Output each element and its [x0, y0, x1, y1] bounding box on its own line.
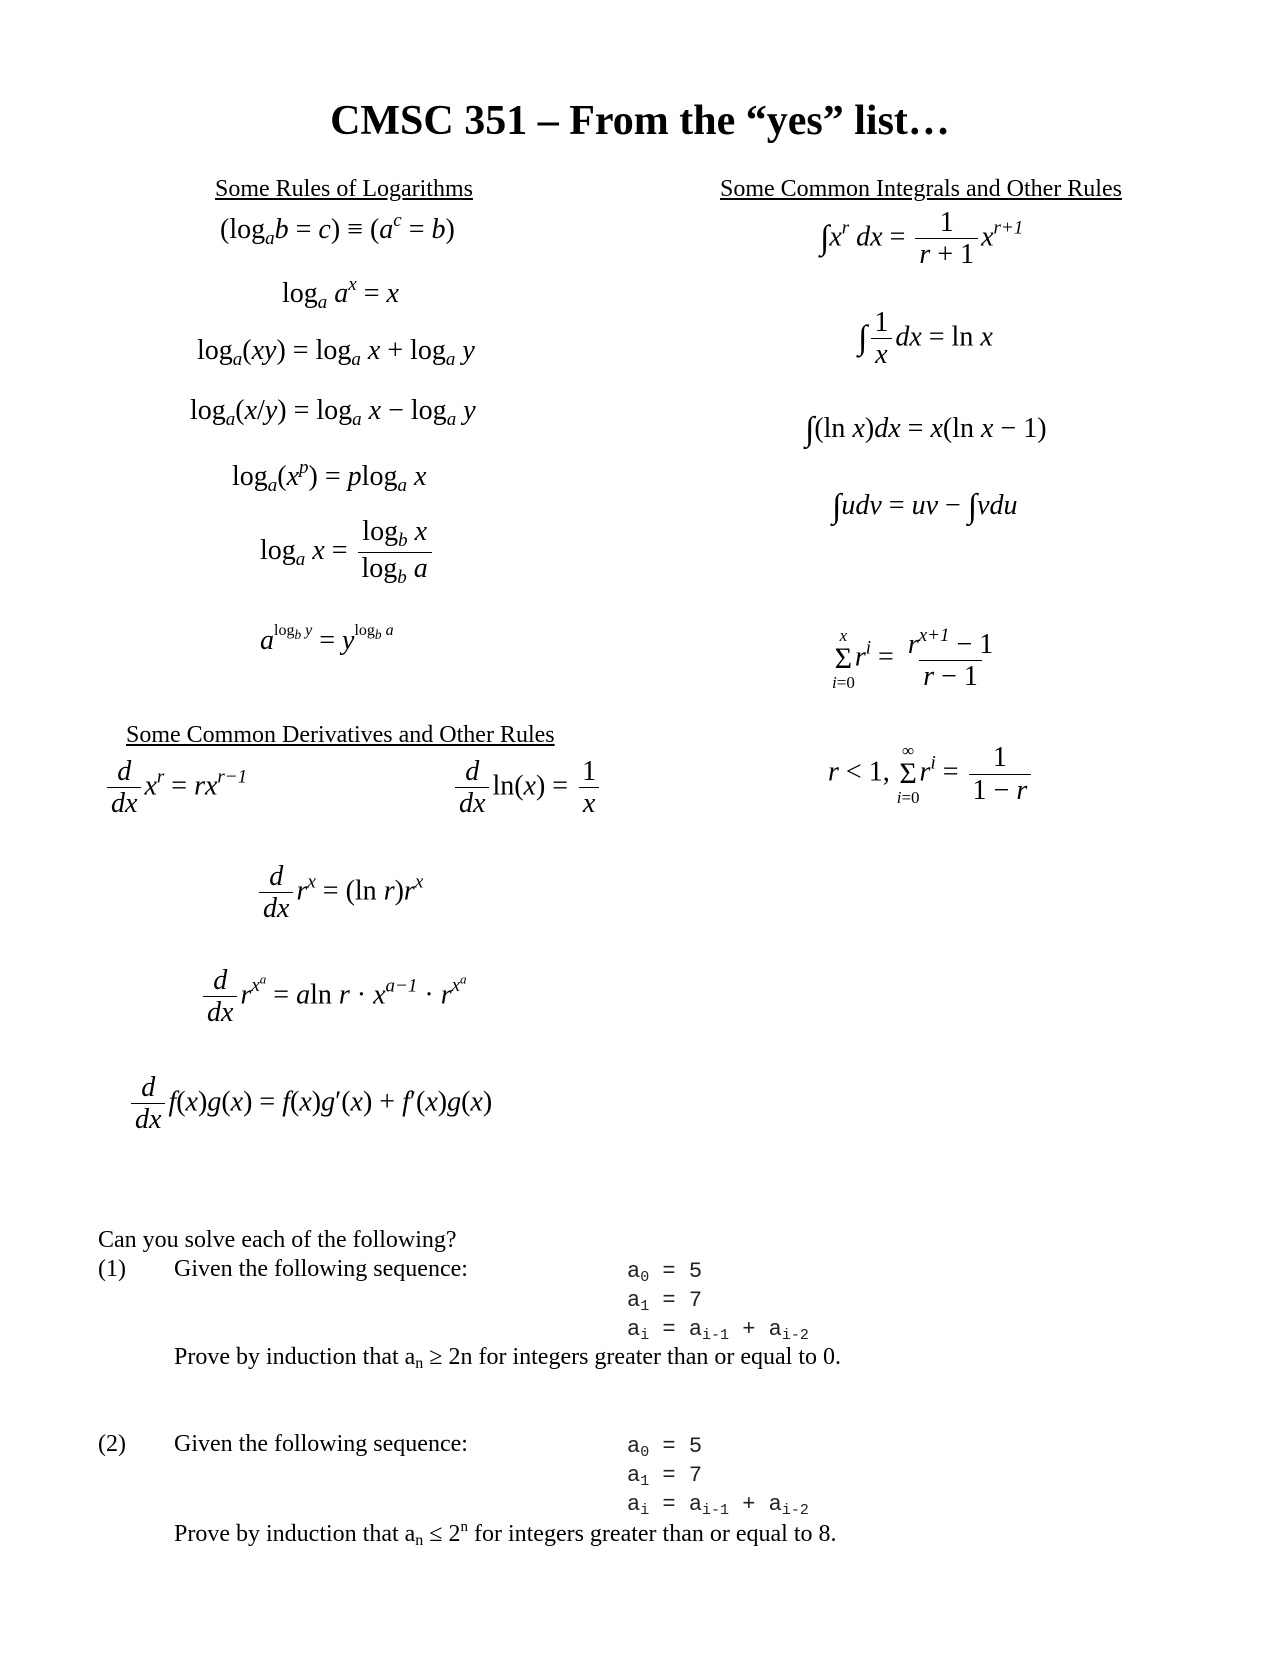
- derivative-exponential: $\frac{d}{dx}$ $r^x = (\ln$ $r)r^x$: [256, 862, 423, 924]
- log-rule-definition: $(\log_ab = c) \equiv (a^c = b)$: [220, 210, 455, 249]
- log-rule-quotient: $\log_a(x/y) = \log_a x - \log_a y$: [190, 395, 476, 430]
- heading-integrals: Some Common Integrals and Other Rules: [720, 176, 1122, 202]
- question-2-seq-recurrence: ai = ai-1 + ai-2: [627, 1492, 809, 1519]
- question-2-seq-a1: a1 = 7: [627, 1463, 703, 1490]
- derivative-product-rule: $\frac{d}{dx}$ f(x)g(x) = f(x)g′(x) + f′(x)g(x): [128, 1073, 492, 1135]
- log-rule-product: $\log_a(xy) = \log_a x + \log_a y$: [197, 335, 475, 370]
- geometric-sum-finite: x Σ i=0 $r^i$ = $\frac{r^{x+1} - 1}{r - 1}$: [832, 625, 994, 693]
- log-rule-change-of-base: $\log_a x$ = $\frac{\log_b x}{\log_b a}$: [260, 517, 435, 588]
- integration-by-parts: ∫udv = uv − ∫vdu: [832, 488, 1018, 525]
- question-2-prove: Prove by induction that an ≤ $2^n$ for integers greater than or equal to 8.: [174, 1519, 837, 1549]
- geometric-sum-infinite: r < 1, ∞ Σ i=0 $r^i$ = $\frac{1}{1 - r}$: [828, 742, 1034, 806]
- question-2-given: Given the following sequence:: [174, 1431, 468, 1457]
- question-1-prove: Prove by induction that an ≥ 2n for integers greater than or equal to 0.: [174, 1344, 841, 1372]
- question-2-seq-a0: a0 = 5: [627, 1434, 703, 1461]
- derivative-power-exponential: $\frac{d}{dx}$ $r^{x^a} = aln$ $r \cdot x^{a-1} \cdot r^{x^a}$: [200, 966, 467, 1028]
- question-1-seq-recurrence: ai = ai-1 + ai-2: [627, 1317, 809, 1344]
- page-title: CMSC 351 – From the “yes” list…: [330, 98, 950, 144]
- derivative-natural-log: $\frac{d}{dx}$ ln(x) = $\frac{1}{x}$: [452, 757, 603, 819]
- question-1-seq-a1: a1 = 7: [627, 1288, 703, 1315]
- questions-intro: Can you solve each of the following?: [98, 1227, 457, 1253]
- question-1-number: (1): [98, 1256, 126, 1282]
- question-1-a0-value: 5: [688, 1259, 703, 1284]
- integral-reciprocal: ∫ $\frac{1}{x}$ dx = ln x: [858, 307, 993, 371]
- heading-derivatives: Some Common Derivatives and Other Rules: [126, 722, 555, 748]
- question-1-seq-a0: a0 = 5: [627, 1259, 703, 1286]
- derivative-power-rule: $\frac{d}{dx}$ $x^r = rx^{r-1}$: [104, 757, 247, 819]
- integral-power-rule: $\int x^r$ dx = $\frac{1}{r + 1}$ $x^{r+1}$: [820, 207, 1024, 271]
- log-rule-power: $\log_a(x^p) = plog_a$ x: [232, 457, 427, 496]
- question-2-a0-value: 5: [688, 1434, 703, 1459]
- question-2-number: (2): [98, 1431, 126, 1457]
- question-1-a1-value: 7: [688, 1288, 703, 1313]
- log-rule-exponent-swap: $a^{log_b y} = y^{log_b a}$: [260, 622, 394, 656]
- log-rule-inverse: $\log_a a^x = x$: [282, 274, 399, 313]
- question-1-given: Given the following sequence:: [174, 1256, 468, 1282]
- heading-logarithms: Some Rules of Logarithms: [215, 176, 473, 202]
- integral-natural-log: ∫(ln x)dx = x(ln x − 1): [805, 411, 1047, 448]
- question-2-a1-value: 7: [688, 1463, 703, 1488]
